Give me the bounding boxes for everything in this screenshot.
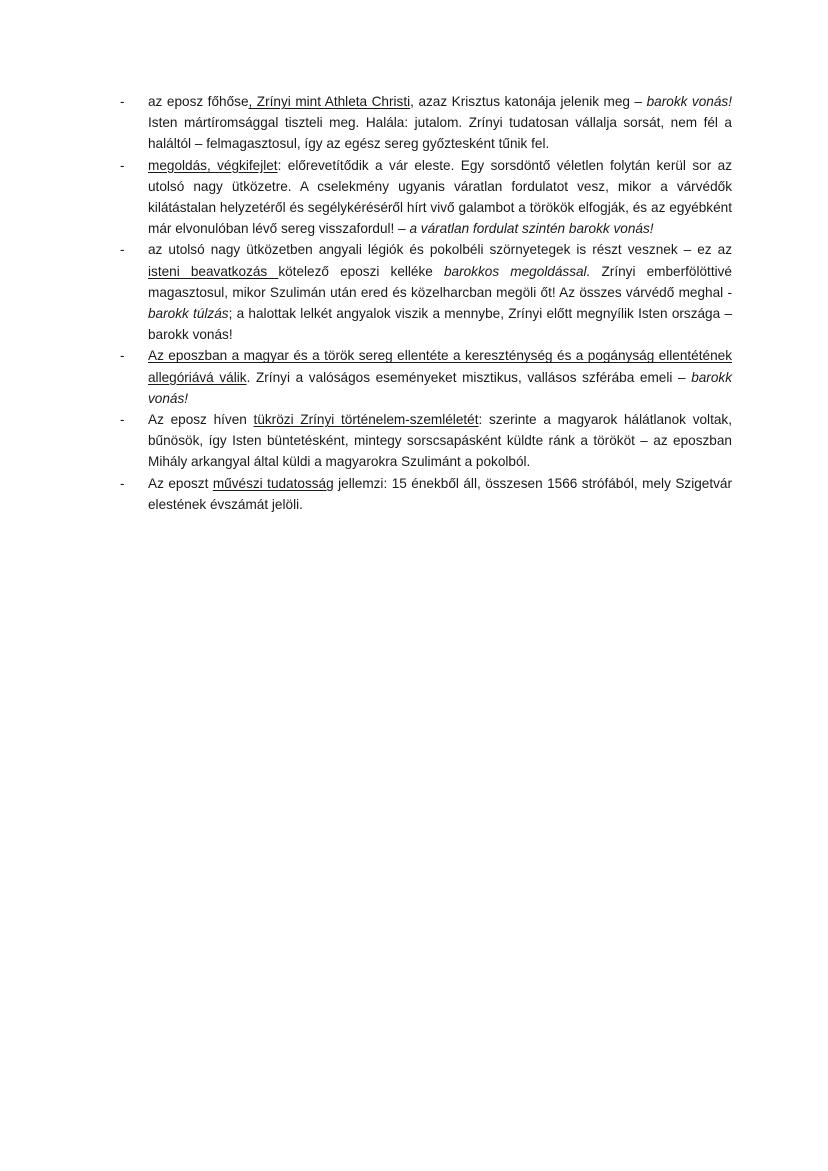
text-run: Az eposzt xyxy=(148,475,213,491)
text-run: : előrevetítődik a vár eleste. Egy sorsdöntő véletlen folytán kerül sor az utolsó nagy ütközetre. A cselekmény ugyanis váratlan fordulatot vesz, mikor a várvédők kilátástalan helyzetéről és segélykéréséről hírt vivő galambot a törökök elfogják, és az egyébként már elvonulóban lévő sereg visszafordul! – xyxy=(148,157,732,237)
bullet-item xyxy=(120,345,732,409)
underlined-text: megoldás, végkifejlet xyxy=(148,157,278,173)
italic-text: barokk túlzás xyxy=(148,306,229,322)
bullet-marker: - xyxy=(120,412,125,428)
text-run: kötelező eposzi kelléke xyxy=(278,263,444,279)
bullet-item xyxy=(120,91,732,155)
text-run: Az eposz híven xyxy=(148,412,254,428)
underlined-text: művészi tudatosság xyxy=(212,475,334,491)
underlined-text: , Zrínyi mint Athleta Christi xyxy=(248,94,411,109)
bullet-marker: - xyxy=(120,94,125,109)
text-run: ; a halottak lelkét angyalok viszik a mennybe, Zrínyi előtt megnyílik Isten országa – barokk vonás! xyxy=(148,306,732,343)
underlined-text: tükrözi Zrínyi történelem-szemléletét xyxy=(253,412,479,428)
text-run: jellemzi: 15 énekből áll, összesen 1566 strófából, mely Szigetvár elestének évszámát jelöli. xyxy=(148,475,733,512)
bullet-marker: - xyxy=(120,157,125,173)
bullet-marker: - xyxy=(120,475,125,491)
bullet-item xyxy=(120,473,732,515)
bullet-marker: - xyxy=(120,348,125,364)
italic-text: barokk vonás! xyxy=(646,94,732,109)
bullet-item xyxy=(120,239,732,345)
bullet-marker: - xyxy=(120,242,125,258)
bullet-item xyxy=(120,155,732,240)
text-run: Zrínyi emberfölöttivé magasztosul, mikor Szulimán után ered és közelharcban megöli őt! Az összes várvédő meghal - xyxy=(148,263,732,300)
text-run: az utolsó nagy ütközetben angyali légiók és pokolbéli szörnyetegek is részt vesznek – ez az xyxy=(148,242,732,258)
text-run: . Zrínyi a valóságos eseményeket misztikus, vallásos szférába emeli – xyxy=(246,369,692,385)
text-run: , azaz Krisztus katonája jelenik meg – xyxy=(410,94,647,109)
underlined-text: isteni beavatkozás xyxy=(148,263,279,279)
text-run: Isten mártíromsággal tiszteli meg. Halála: jutalom. Zrínyi tudatosan vállalja sorsát, nem fél a haláltól – felmagasztosul, így az egész sereg győztesként tűnik fel. xyxy=(148,115,732,152)
italic-text: barokk vonás! xyxy=(148,369,732,406)
italic-text: barokkos megoldással. xyxy=(443,263,591,279)
text-run: az eposz főhőse xyxy=(148,94,249,109)
text-run: : szerinte a magyarok hálátlanok voltak, bűnösök, így Isten büntetésként, mintegy sorscsapásként küldte ránk a törököt – az eposzban Mihály arkangyal által küldi a magyarokra Szulimánt a pokolból. xyxy=(148,412,732,470)
underlined-text: Az eposzban a magyar és a török sereg ellentéte a kereszténység és a pogányság ellentétének allegóriává válik xyxy=(148,348,732,385)
bullet-item xyxy=(120,409,732,473)
bullet-list xyxy=(120,91,732,515)
italic-text: a váratlan fordulat szintén barokk vonás! xyxy=(409,221,654,237)
